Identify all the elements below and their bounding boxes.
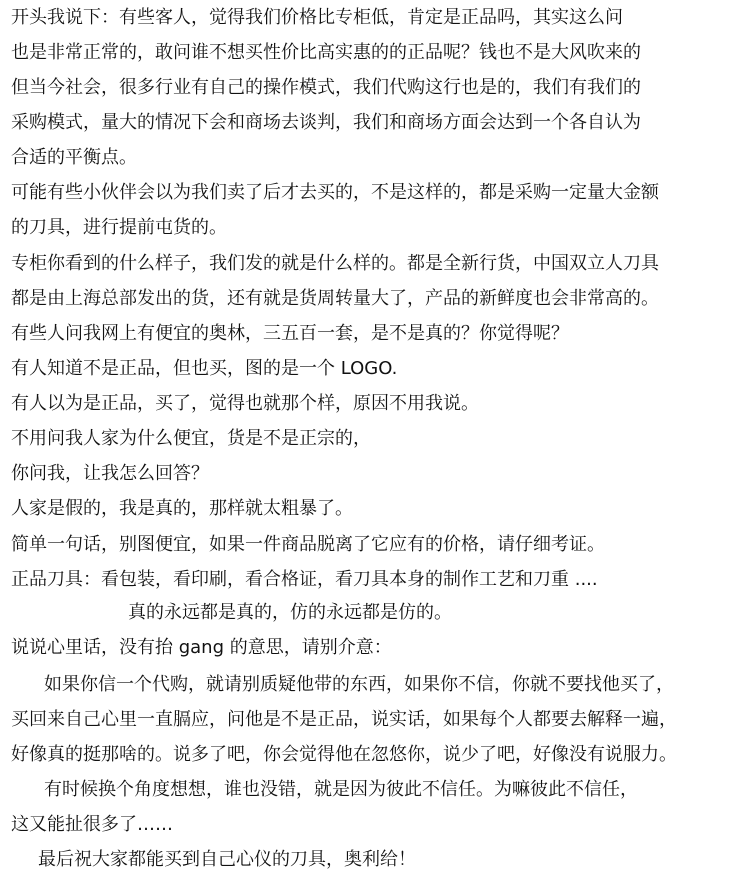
text-line-3: 但当今社会，很多行业有自己的操作模式，我们代购这行也是的，我们有我们的 <box>11 77 641 98</box>
text-line-24: 这又能扯很多了…… <box>11 814 173 835</box>
text-line-6: 可能有些小伙伴会以为我们卖了后才去买的，不是这样的，都是采购一定量大金额 <box>11 182 659 203</box>
text-line-15: 人家是假的，我是真的，那样就太粗暴了。 <box>11 498 353 519</box>
text-line-1: 开头我说下：有些客人，觉得我们价格比专柜低，肯定是正品吗，其实这么问 <box>11 7 623 28</box>
text-line-22: 好像真的挺那啥的。说多了吧，你会觉得他在忽悠你，说少了吧，好像没有说服力。 <box>11 744 677 765</box>
text-line-23: 有时候换个角度想想，谁也没错，就是因为彼此不信任。为嘛彼此不信任， <box>44 779 638 800</box>
text-line-7: 的刀具，进行提前屯货的。 <box>11 217 227 238</box>
text-line-25: 最后祝大家都能买到自己心仪的刀具，奥利给！ <box>38 849 416 870</box>
text-line-17: 正品刀具：看包装，看印刷，看合格证，看刀具本身的制作工艺和刀重 .... <box>11 569 598 590</box>
text-line-11: 有人知道不是正品，但也买，图的是一个 LOGO. <box>11 358 398 379</box>
text-line-5: 合适的平衡点。 <box>11 147 137 168</box>
text-line-10: 有些人问我网上有便宜的奥林，三五百一套，是不是真的？你觉得呢？ <box>11 323 569 344</box>
text-line-20: 如果你信一个代购，就请别质疑他带的东西，如果你不信，你就不要找他买了， <box>44 674 674 695</box>
text-line-13: 不用问我人家为什么便宜，货是不是正宗的， <box>11 428 371 449</box>
text-line-8: 专柜你看到的什么样子，我们发的就是什么样的。都是全新行货，中国双立人刀具 <box>11 253 659 274</box>
text-line-14: 你问我，让我怎么回答？ <box>11 463 209 484</box>
text-line-12: 有人以为是正品，买了，觉得也就那个样，原因不用我说。 <box>11 393 479 414</box>
text-line-19: 说说心里话，没有抬 gang 的意思，请别介意： <box>11 637 392 658</box>
text-line-2: 也是非常正常的，敢问谁不想买性价比高实惠的的正品呢？钱也不是大风吹来的 <box>11 42 641 63</box>
text-line-21: 买回来自己心里一直膈应，问他是不是正品，说实话，如果每个人都要去解释一遍， <box>11 709 677 730</box>
text-line-16: 简单一句话，别图便宜，如果一件商品脱离了它应有的价格，请仔细考证。 <box>11 534 605 555</box>
text-line-9: 都是由上海总部发出的货，还有就是货周转量大了，产品的新鲜度也会非常高的。 <box>11 288 659 309</box>
text-line-18: 真的永远都是真的，仿的永远都是仿的。 <box>128 602 452 623</box>
text-line-4: 采购模式，量大的情况下会和商场去谈判，我们和商场方面会达到一个各自认为 <box>11 112 641 133</box>
